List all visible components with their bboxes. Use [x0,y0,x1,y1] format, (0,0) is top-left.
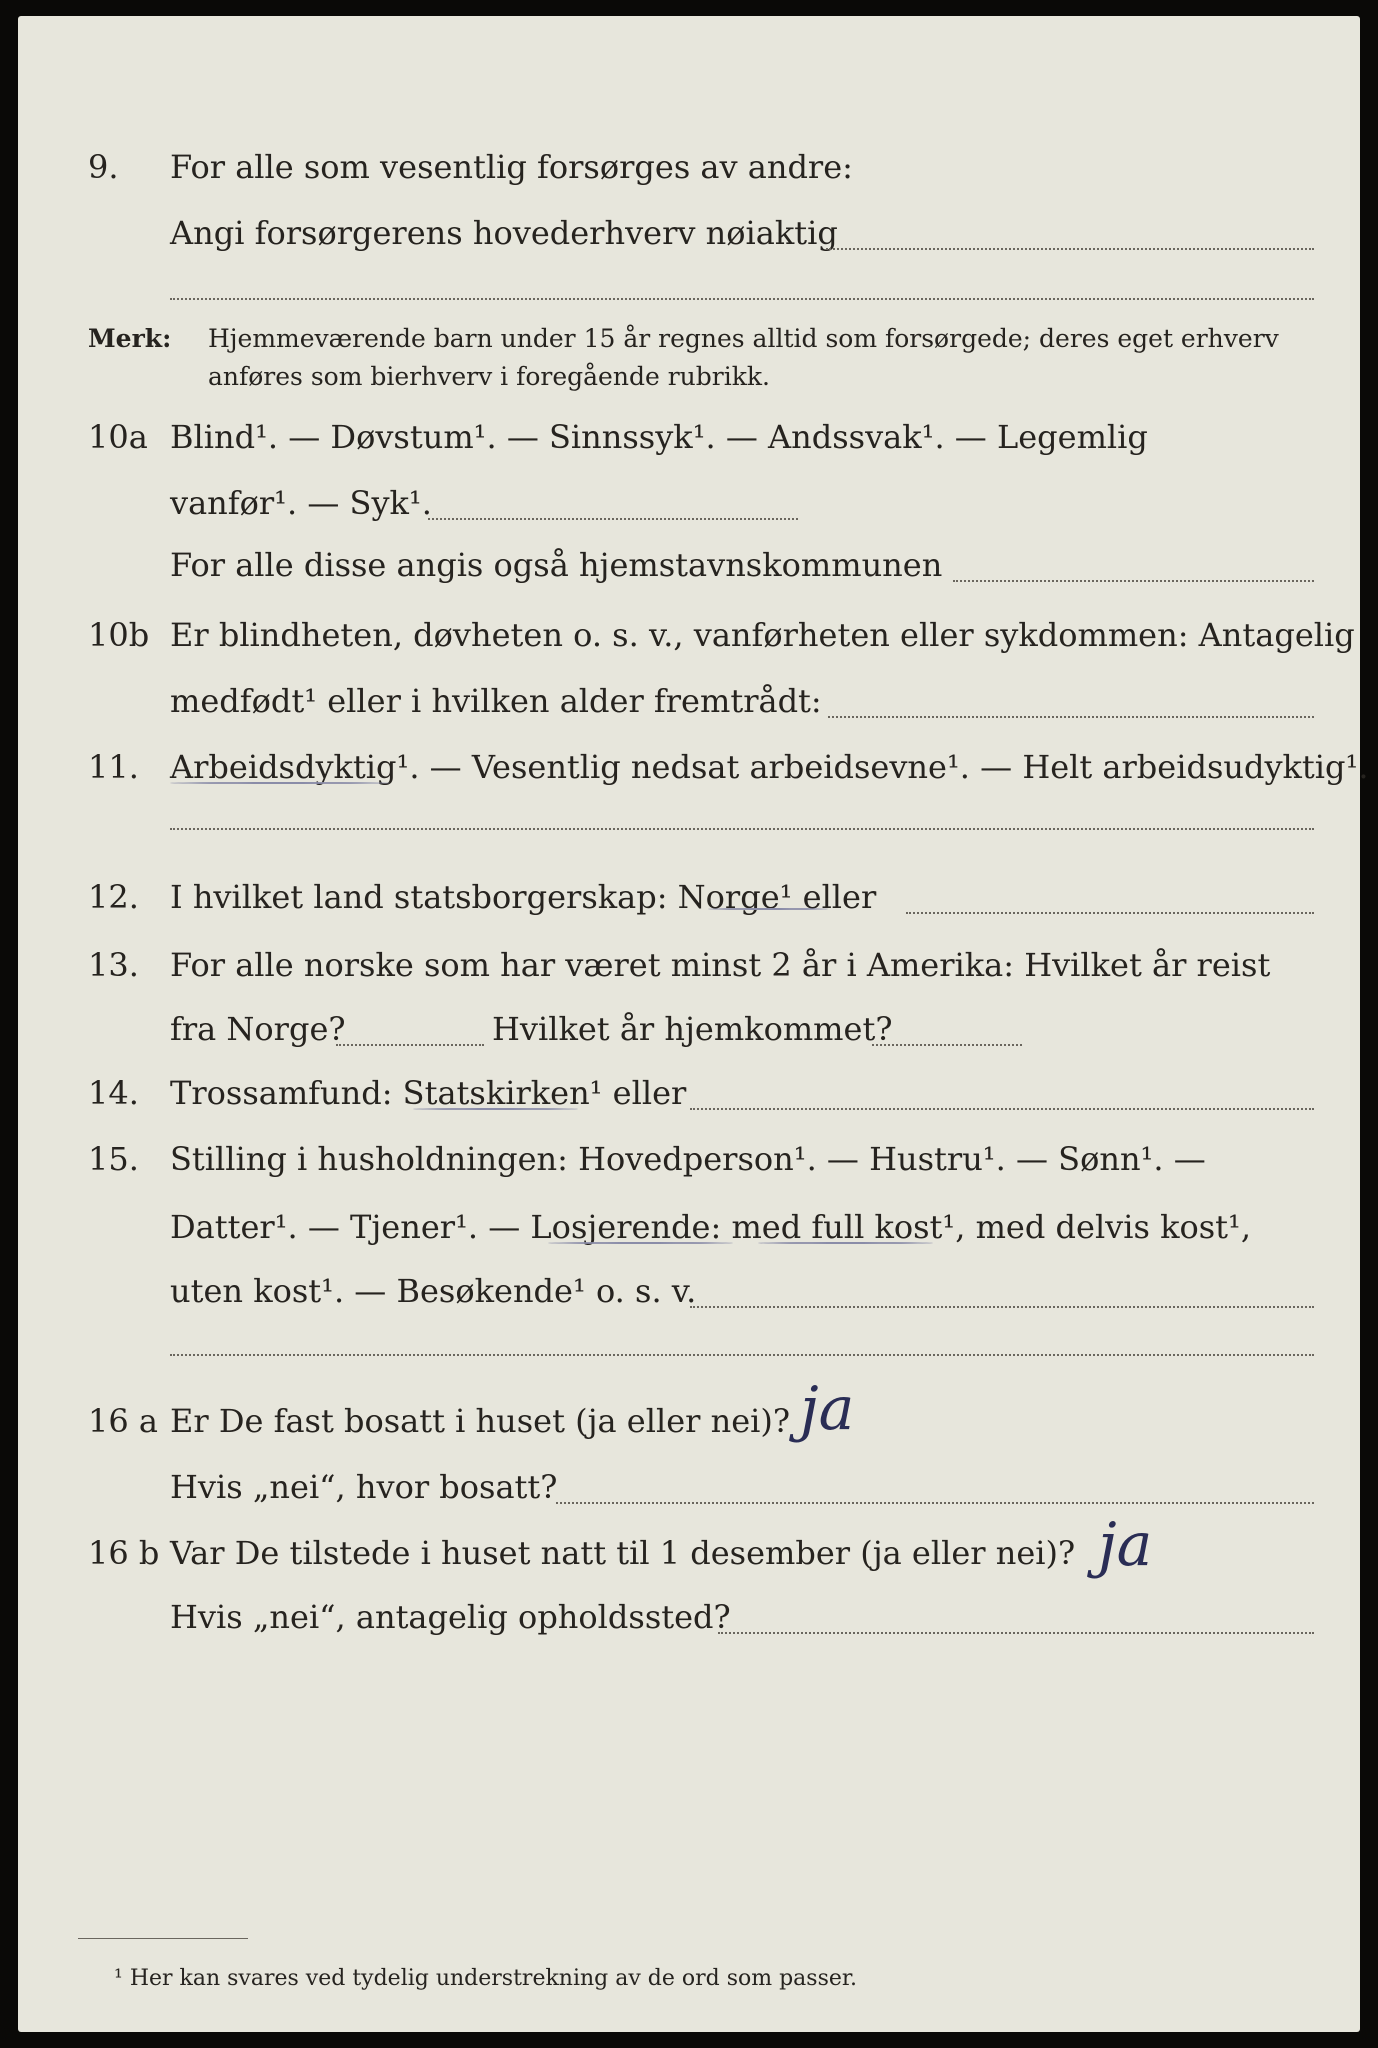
question-text: Er blindheten, døvheten o. s. v., vanførheten eller sykdommen: Antagelig [170,616,1355,654]
answer-line[interactable] [872,1044,1022,1046]
question-text: vanfør¹. — Syk¹. [170,484,432,522]
question-number: 16 a [88,1402,158,1440]
note-label: Merk: [88,324,172,353]
answer-underline [548,1242,733,1244]
answer-underline [413,1108,578,1110]
question-10a [18,412,1360,468]
question-text: Angi forsørgerens hovederhverv nøiaktig [170,214,838,252]
note-text: anføres som bierhverv i foregående rubrikk. [208,362,770,391]
question-13 [18,940,1360,996]
answer-line[interactable] [428,518,798,520]
question-number: 13. [88,946,139,984]
question-text: uten kost¹. — Besøkende¹ o. s. v. [170,1272,697,1310]
question-text: For alle disse angis også hjemstavnskommunen [170,546,943,584]
question-15 [18,1134,1360,1190]
question-text: Datter¹. — Tjener¹. — Losjerende: med full kost¹, med delvis kost¹, [170,1208,1252,1246]
handwritten-answer: ja [1098,1510,1153,1580]
question-text: medfødt¹ eller i hvilken alder fremtrådt: [170,682,822,720]
footnote [18,1960,1360,2016]
question-number: 10a [88,418,148,456]
question-11 [18,742,1369,798]
question-text: Hvis „nei“, hvor bosatt? [170,1468,558,1506]
question-number: 15. [88,1140,139,1178]
question-number: 9. [88,148,119,186]
question-16b [18,1510,1360,1584]
answer-underline [708,908,828,910]
answer-underline [170,782,390,784]
footnote-text: ¹ Her kan svares ved tydelig understrekning av de ord som passer. [114,1966,857,1991]
question-14 [18,1068,1360,1124]
question-text: Var De tilstede i huset natt til 1 desember (ja eller nei)? [170,1534,1076,1572]
answer-line[interactable] [170,298,1314,300]
answer-line[interactable] [170,1354,1314,1356]
question-text: Er De fast bosatt i huset (ja eller nei)? [170,1402,791,1440]
question-number: 12. [88,878,139,916]
question-9 [18,142,1360,198]
question-number: 16 b [88,1534,160,1572]
question-text: Hvis „nei“, antagelig opholdssted? [170,1598,731,1636]
question-text: Arbeidsdyktig¹. — Vesentlig nedsat arbeidsevne¹. — Helt arbeidsudyktig¹. [170,748,1369,786]
note-text: Hjemmeværende barn under 15 år regnes alltid som forsørgede; deres eget erhverv [208,324,1279,353]
census-form-page [18,16,1369,2032]
question-text: fra Norge? [170,1010,346,1048]
question-text: Hvilket år hjemkommet? [492,1010,893,1048]
answer-line[interactable] [828,716,1314,718]
answer-line[interactable] [336,1044,484,1046]
footnote-rule [78,1938,248,1939]
question-text: Trossamfund: Statskirken¹ eller [170,1074,687,1112]
handwritten-answer: ja [800,1374,855,1444]
answer-line[interactable] [953,580,1314,582]
answer-line[interactable] [906,912,1314,914]
question-text: For alle som vesentlig forsørges av andre: [170,148,853,186]
question-text: Blind¹. — Døvstum¹. — Sinnssyk¹. — Andssvak¹. — Legemlig [170,418,1148,456]
question-16a [18,1374,1360,1452]
question-10b [18,610,1360,666]
question-number: 14. [88,1074,139,1112]
question-text: Stilling i husholdningen: Hovedperson¹. — Hustru¹. — Sønn¹. — [170,1140,1206,1178]
answer-line[interactable] [718,1632,1314,1634]
answer-underline [758,1242,933,1244]
question-number: 11. [88,748,139,786]
question-12 [18,872,1360,928]
answer-line[interactable] [170,828,1314,830]
answer-line[interactable] [556,1502,1314,1504]
question-text: For alle norske som har været minst 2 år i Amerika: Hvilket år reist [170,946,1271,984]
answer-line[interactable] [690,1306,1314,1308]
answer-line[interactable] [826,248,1314,250]
answer-line[interactable] [690,1108,1314,1110]
question-text: I hvilket land statsborgerskap: Norge¹ eller [170,878,877,916]
question-number: 10b [88,616,150,654]
